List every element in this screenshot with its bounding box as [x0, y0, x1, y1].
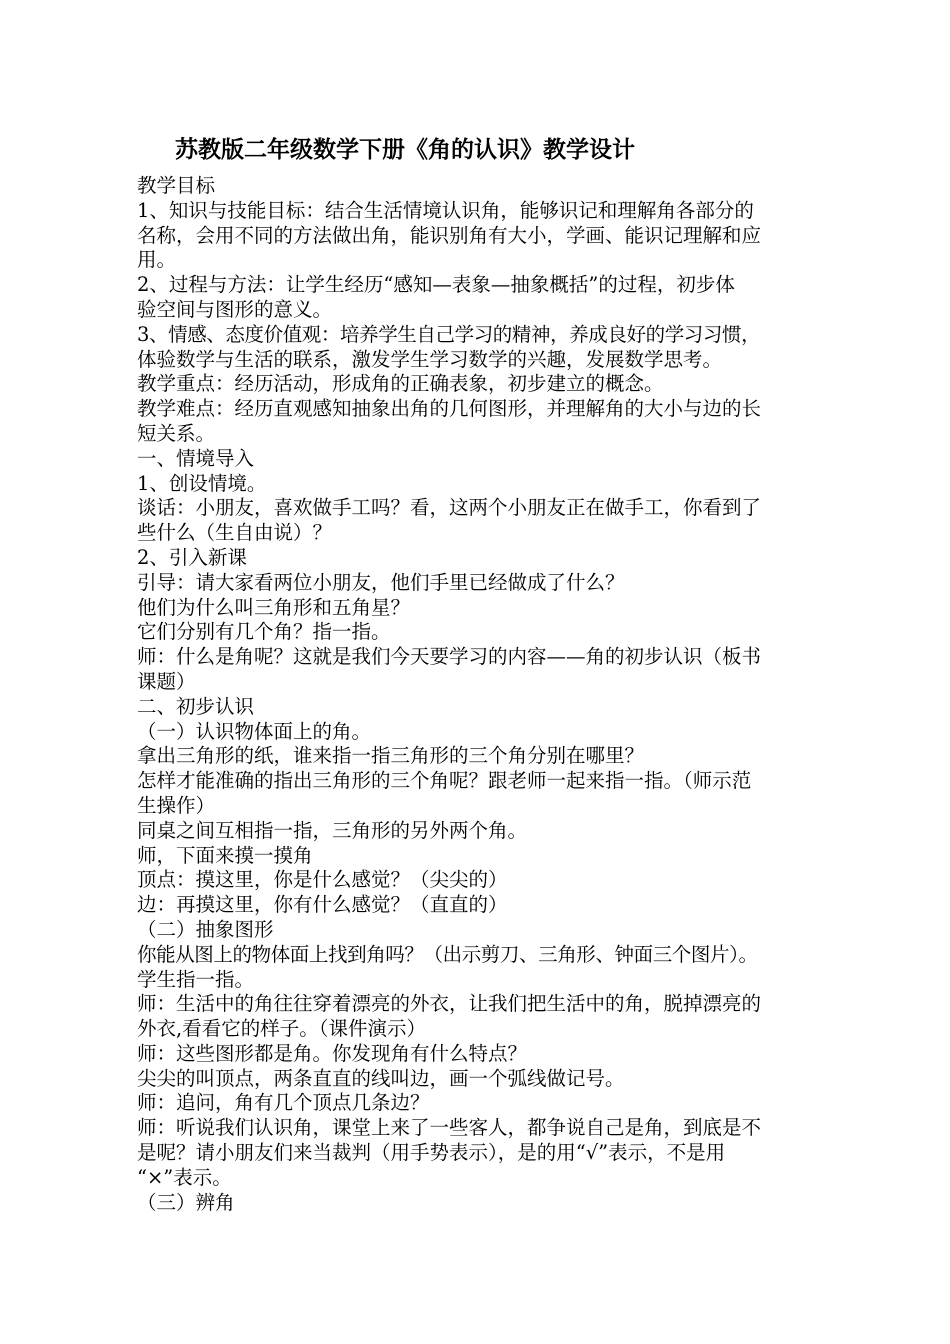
section-heading: 一、情境导入 [137, 446, 255, 470]
text-line: 师，下面来摸一摸角 [137, 843, 313, 867]
text-line: 教学重点：经历活动，形成角的正确表象，初步建立的概念。 [137, 372, 664, 396]
text-line: 引导：请大家看两位小朋友，他们手里已经做成了什么？ [137, 570, 625, 594]
text-line: 3、情感、态度价值观：培养学生自己学习的精神，养成良好的学习习惯， [137, 322, 761, 346]
text-line: （二）抽象图形 [137, 917, 274, 941]
text-line: 学生指一指。 [137, 967, 255, 991]
text-line: 是呢？请小朋友们来当裁判（用手势表示），是的用“√”表示，不是用 [137, 1141, 726, 1165]
section-heading: 二、初步认识 [137, 694, 255, 718]
text-line: 同桌之间互相指一指，三角形的另外两个角。 [137, 818, 528, 842]
text-line: 验空间与图形的意义。 [137, 297, 333, 321]
text-line: 师：听说我们认识角，课堂上来了一些客人，都争说自己是角，到底是不 [137, 1116, 762, 1140]
text-line: 教学目标 [137, 174, 216, 197]
text-line: 尖尖的叫顶点，两条直直的线叫边，画一个弧线做记号。 [137, 1066, 625, 1090]
text-line: 用。 [137, 248, 177, 272]
text-line: 你能从图上的物体面上找到角吗？（出示剪刀、三角形、钟面三个图片）。 [137, 942, 758, 966]
text-line: 些什么（生自由说）？ [137, 521, 333, 545]
text-line: 怎样才能准确的指出三角形的三个角呢？跟老师一起来指一指。（师示范 [137, 769, 752, 793]
text-line: 师：生活中的角往往穿着漂亮的外衣，让我们把生活中的角，脱掉漂亮的 [137, 992, 762, 1016]
text-line: 2、过程与方法：让学生经历“感知—表象—抽象概括”的过程，初步体 [137, 273, 735, 297]
text-line: 1、知识与技能目标：结合生活情境认识角，能够识记和理解角各部分的 [137, 198, 754, 222]
text-line: 课题） [137, 669, 196, 693]
text-line: 1、创设情境。 [137, 471, 267, 495]
text-line: “×”表示。 [137, 1165, 232, 1189]
text-line: 师：什么是角呢？这就是我们今天要学习的内容——角的初步认识（板书 [137, 645, 762, 669]
text-line: 外衣,看看它的样子。（课件演示） [137, 1017, 426, 1041]
text-line: 短关系。 [137, 421, 216, 445]
text-line: 师：追问，角有几个顶点几条边？ [137, 1091, 430, 1115]
text-line: 2、引入新课 [137, 545, 247, 569]
text-line: 师：这些图形都是角。你发现角有什么特点？ [137, 1041, 528, 1065]
text-line: 生操作） [137, 793, 216, 817]
text-line: 它们分别有几个角？指一指。 [137, 620, 391, 644]
document-title: 苏教版二年级数学下册《角的认识》教学设计 [175, 136, 635, 163]
text-line: 拿出三角形的纸，谁来指一指三角形的三个角分别在哪里？ [137, 744, 645, 768]
text-line: （一）认识物体面上的角。 [137, 719, 372, 743]
text-line: 边：再摸这里，你有什么感觉？（直直的） [137, 893, 508, 917]
text-line: （三）辨角 [137, 1190, 235, 1214]
text-line: 教学难点：经历直观感知抽象出角的几何图形，并理解角的大小与边的长 [137, 397, 762, 421]
text-line: 顶点：摸这里，你是什么感觉？（尖尖的） [137, 868, 508, 892]
text-line: 他们为什么叫三角形和五角星？ [137, 595, 411, 619]
text-line: 体验数学与生活的联系，激发学生学习数学的兴趣，发展数学思考。 [137, 347, 723, 371]
text-line: 名称，会用不同的方法做出角，能识别角有大小，学画、能识记理解和应 [137, 223, 762, 247]
text-line: 谈话：小朋友，喜欢做手工吗？看，这两个小朋友正在做手工，你看到了 [137, 496, 762, 520]
document-body [137, 174, 867, 1215]
